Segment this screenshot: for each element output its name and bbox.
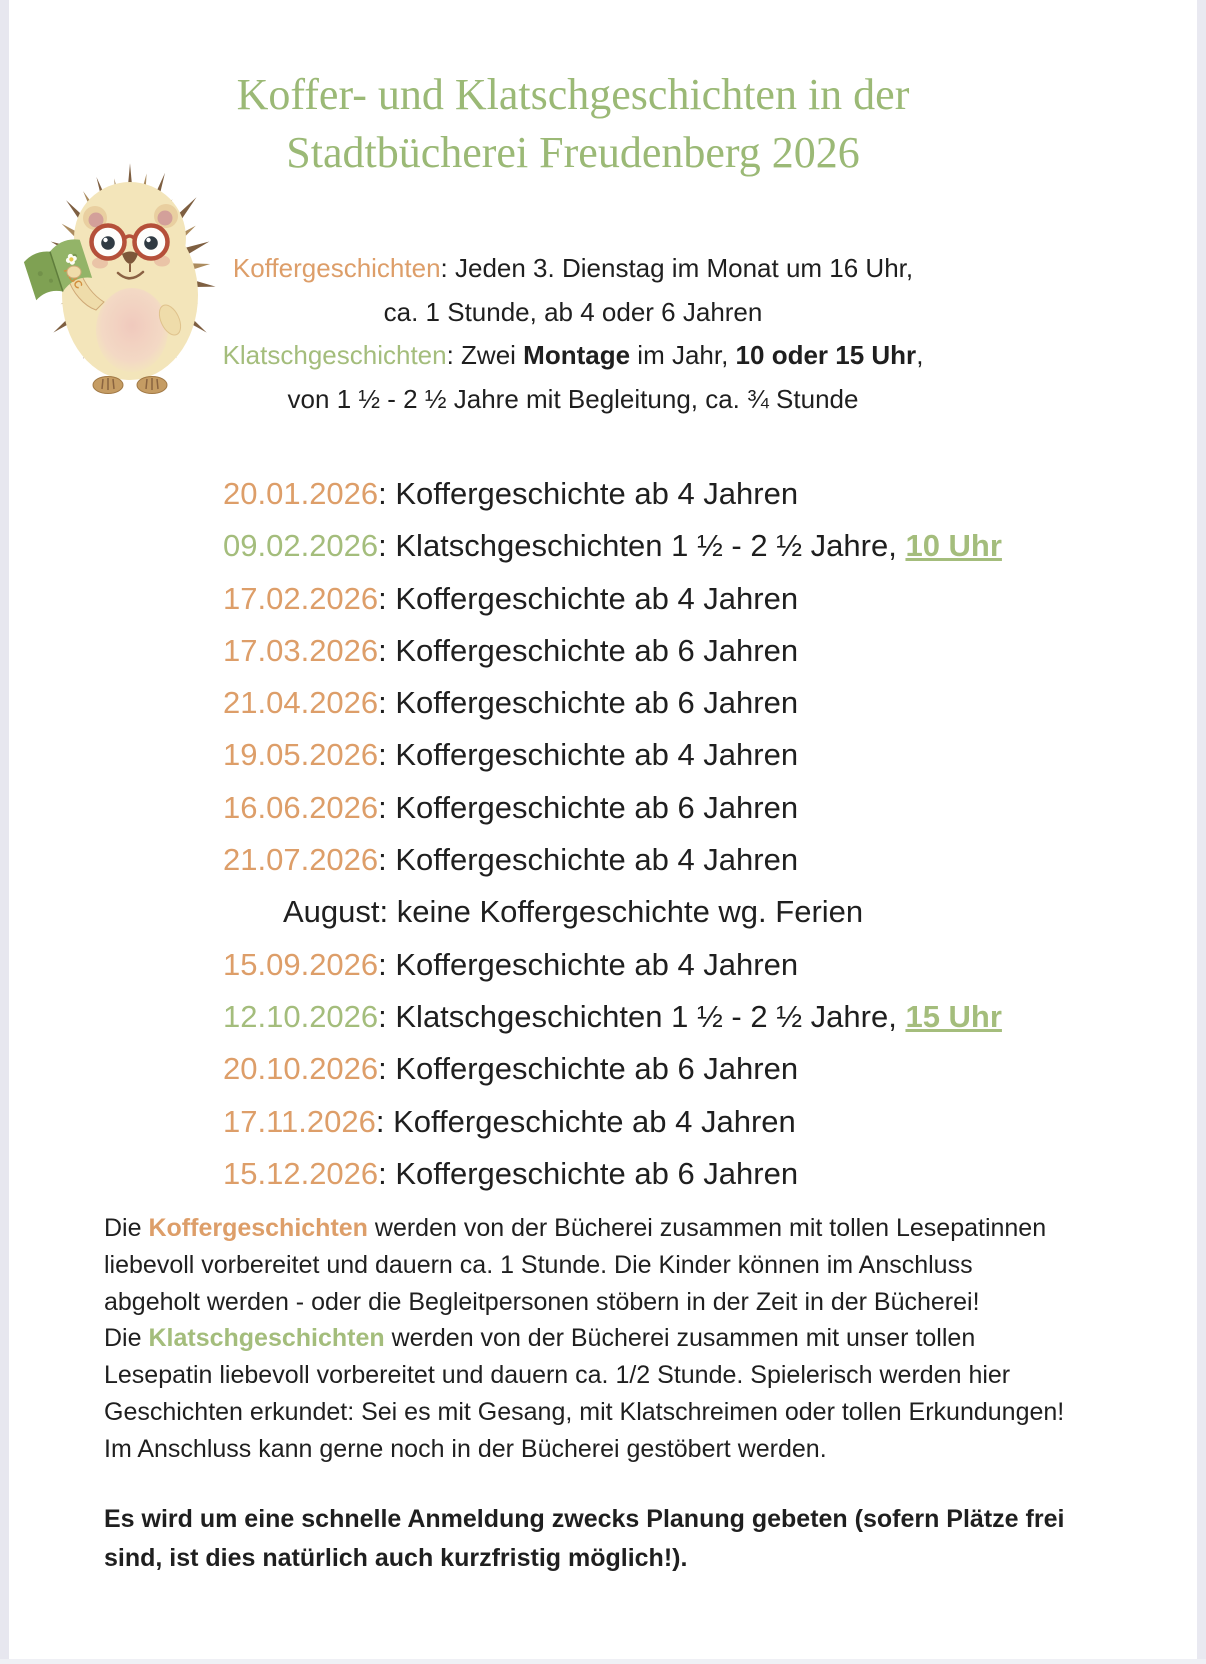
- schedule-date: 17.11.2026: [223, 1103, 376, 1139]
- info-line: Im Anschluss kann gerne noch in der Bücherei gestöbert werden.: [104, 1434, 827, 1463]
- info-line: Die Klatschgeschichten werden von der Bücherei zusammen mit unser tollen: [104, 1324, 976, 1353]
- koffer-label-bold: Koffergeschichten: [148, 1214, 368, 1242]
- klatsch-label: Klatschgeschichten: [222, 340, 447, 370]
- schedule-date: 19.05.2026: [223, 737, 379, 773]
- intro-koffer-line1: Koffergeschichten: Jeden 3. Dienstag im Monat um 16 Uhr,: [232, 253, 914, 283]
- schedule-row-august: August: keine Koffergeschichte wg. Ferien: [283, 894, 864, 930]
- schedule-date: 15.09.2026: [223, 946, 379, 982]
- klatsch-label-bold: Klatschgeschichten: [148, 1324, 385, 1353]
- intro-block: [0, 247, 1146, 421]
- page-title-line2: Stadtbücherei Freudenberg 2026: [286, 128, 860, 177]
- schedule-date: 21.07.2026: [223, 842, 379, 878]
- schedule-date: 09.02.2026: [223, 528, 379, 564]
- schedule-time: 10 Uhr: [905, 528, 1002, 564]
- info-line: Die Koffergeschichten werden von der Bücherei zusammen mit tollen Lesepatinnen: [104, 1214, 1047, 1242]
- info-line: Geschichten erkundet: Sei es mit Gesang, mit Klatschreimen oder tollen Erkundungen!: [104, 1397, 1065, 1426]
- schedule-date: 12.10.2026: [223, 998, 379, 1034]
- closing-line1: Es wird um eine schnelle Anmeldung zwecks Planung gebeten (sofern Plätze frei: [104, 1505, 1065, 1533]
- schedule-row: 15.09.2026: Koffergeschichte ab 4 Jahren: [223, 946, 799, 982]
- info-line: liebevoll vorbereitet und dauern ca. 1 Stunde. Die Kinder können im Anschluss: [104, 1250, 973, 1279]
- page-edge-bottom: [0, 1659, 1206, 1664]
- schedule-row: 21.04.2026: Koffergeschichte ab 6 Jahren: [223, 685, 799, 721]
- schedule-date: 16.06.2026: [223, 789, 379, 825]
- schedule-time: 15 Uhr: [905, 998, 1002, 1034]
- schedule-row: 17.03.2026: Koffergeschichte ab 6 Jahren: [223, 632, 799, 668]
- info-line: Lesepatin liebevoll vorbereitet und dauern ca. 1/2 Stunde. Spielerisch werden hier: [104, 1361, 1011, 1390]
- koffer-label: Koffergeschichten: [232, 253, 441, 283]
- schedule-date: 20.10.2026: [223, 1051, 379, 1087]
- schedule-row: 17.11.2026: Koffergeschichte ab 4 Jahren: [223, 1103, 796, 1139]
- closing-line2: sind, ist dies natürlich auch kurzfristig möglich!).: [104, 1543, 688, 1572]
- schedule-row: 16.06.2026: Koffergeschichte ab 6 Jahren: [223, 789, 799, 825]
- schedule-date: 21.04.2026: [223, 685, 379, 721]
- page-title-line1: Koffer- und Klatschgeschichten in der: [236, 70, 910, 119]
- intro-klatsch-line2: von 1 ½ - 2 ½ Jahre mit Begleitung, ca. ¾ Stunde: [287, 383, 859, 414]
- page-edge-right: [1197, 0, 1206, 1664]
- intro-klatsch-line1: Klatschgeschichten: Zwei Montage im Jahr, 10 oder 15 Uhr,: [222, 340, 924, 370]
- schedule-list: [223, 468, 1002, 1200]
- intro-koffer-line2: ca. 1 Stunde, ab 4 oder 6 Jahren: [383, 296, 763, 327]
- schedule-row: 15.12.2026: Koffergeschichte ab 6 Jahren: [223, 1155, 799, 1191]
- schedule-row: 21.07.2026: Koffergeschichte ab 4 Jahren: [223, 842, 799, 878]
- schedule-row: 20.10.2026: Koffergeschichte ab 6 Jahren: [223, 1051, 799, 1087]
- schedule-date: 15.12.2026: [223, 1155, 379, 1191]
- schedule-row: 19.05.2026: Koffergeschichte ab 4 Jahren: [223, 737, 799, 773]
- schedule-row: 20.01.2026: Koffergeschichte ab 4 Jahren: [223, 476, 799, 511]
- schedule-date: 17.02.2026: [223, 580, 379, 616]
- schedule-date: 20.01.2026: [223, 476, 379, 511]
- schedule-row: 09.02.2026: Klatschgeschichten 1 ½ - 2 ½ Jahre, 10 Uhr: [223, 528, 1002, 564]
- schedule-row: 12.10.2026: Klatschgeschichten 1 ½ - 2 ½ Jahre, 15 Uhr: [223, 998, 1002, 1034]
- closing-paragraph: [104, 1500, 1064, 1577]
- info-paragraph: [104, 1210, 1064, 1468]
- schedule-row: 17.02.2026: Koffergeschichte ab 4 Jahren: [223, 580, 799, 616]
- schedule-date: 17.03.2026: [223, 632, 379, 668]
- info-line: abgeholt werden - oder die Begleitpersonen stöbern in der Zeit in der Bücherei!: [104, 1287, 980, 1316]
